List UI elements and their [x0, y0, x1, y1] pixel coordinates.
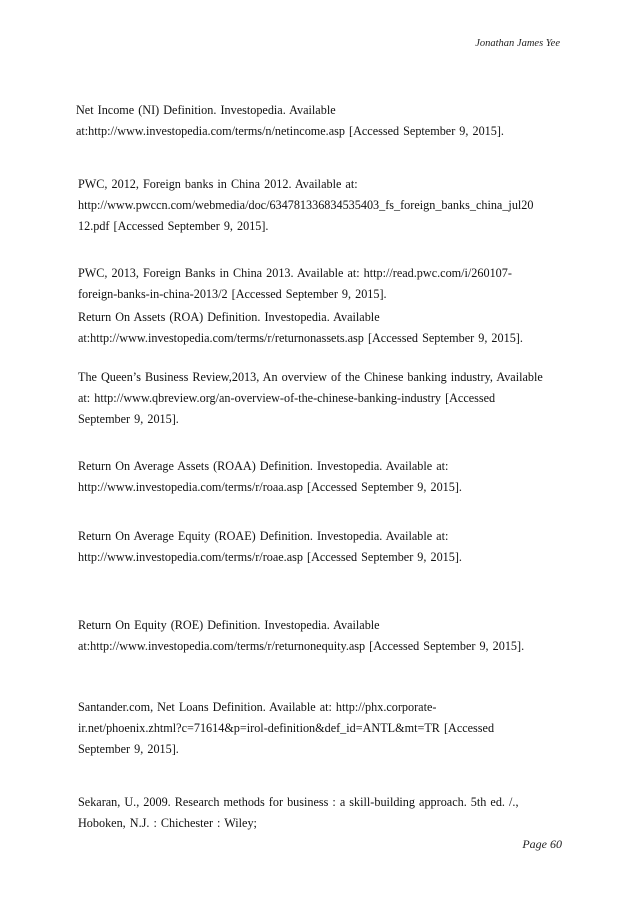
reference-roe — [78, 615, 568, 657]
reference-line: http://www.pwccn.com/webmedia/doc/634781336834535403_fs_foreign_banks_china_jul20 — [78, 198, 534, 212]
reference-line: PWC, 2013, Foreign Banks in China 2013. Available at: http://read.pwc.com/i/260107- — [78, 266, 512, 280]
reference-line: ir.net/phoenix.zhtml?c=71614&p=irol-definition&def_id=ANTL&mt=TR [Accessed — [78, 721, 495, 735]
reference-line: at: http://www.qbreview.org/an-overview-of-the-chinese-banking-industry [Accessed — [78, 391, 496, 405]
reference-sekaran — [78, 792, 568, 834]
reference-line: http://www.investopedia.com/terms/r/roaa.asp [Accessed September 9, 2015]. — [78, 480, 462, 494]
reference-line: Return On Equity (ROE) Definition. Investopedia. Available — [78, 618, 380, 632]
reference-line: http://www.investopedia.com/terms/r/roae.asp [Accessed September 9, 2015]. — [78, 550, 462, 564]
reference-line: September 9, 2015]. — [78, 412, 179, 426]
running-header-author: Jonathan James Yee — [475, 38, 560, 49]
reference-line: Return On Average Assets (ROAA) Definition. Investopedia. Available at: — [78, 459, 449, 473]
reference-line: at:http://www.investopedia.com/terms/r/returnonequity.asp [Accessed September 9, 2015]. — [78, 639, 525, 653]
reference-line: Hoboken, N.J. : Chichester : Wiley; — [78, 816, 257, 830]
reference-line: The Queen’s Business Review,2013, An overview of the Chinese banking industry, Available — [78, 370, 543, 384]
reference-santander — [78, 697, 568, 760]
reference-roaa — [78, 456, 568, 498]
reference-line: Return On Assets (ROA) Definition. Investopedia. Available — [78, 310, 380, 324]
reference-line: 12.pdf [Accessed September 9, 2015]. — [78, 219, 269, 233]
reference-roae — [78, 526, 568, 568]
reference-line: at:http://www.investopedia.com/terms/r/returnonassets.asp [Accessed September 9, 2015]. — [78, 331, 523, 345]
reference-line: PWC, 2012, Foreign banks in China 2012. Available at: — [78, 177, 358, 191]
reference-line: Sekaran, U., 2009. Research methods for business : a skill-building approach. 5th ed. /., — [78, 795, 519, 809]
reference-net-income — [76, 100, 566, 142]
reference-roa — [78, 307, 568, 349]
reference-queens-business-review — [78, 367, 568, 430]
reference-line: Net Income (NI) Definition. Investopedia. Available — [76, 103, 336, 117]
reference-pwc-2013 — [78, 263, 568, 305]
page-number: Page 60 — [522, 837, 562, 851]
reference-line: Return On Average Equity (ROAE) Definition. Investopedia. Available at: — [78, 529, 449, 543]
reference-line: September 9, 2015]. — [78, 742, 179, 756]
reference-pwc-2012 — [78, 174, 568, 237]
reference-line: foreign-banks-in-china-2013/2 [Accessed September 9, 2015]. — [78, 287, 387, 301]
reference-line: at:http://www.investopedia.com/terms/n/netincome.asp [Accessed September 9, 2015]. — [76, 124, 504, 138]
reference-line: Santander.com, Net Loans Definition. Available at: http://phx.corporate- — [78, 700, 437, 714]
